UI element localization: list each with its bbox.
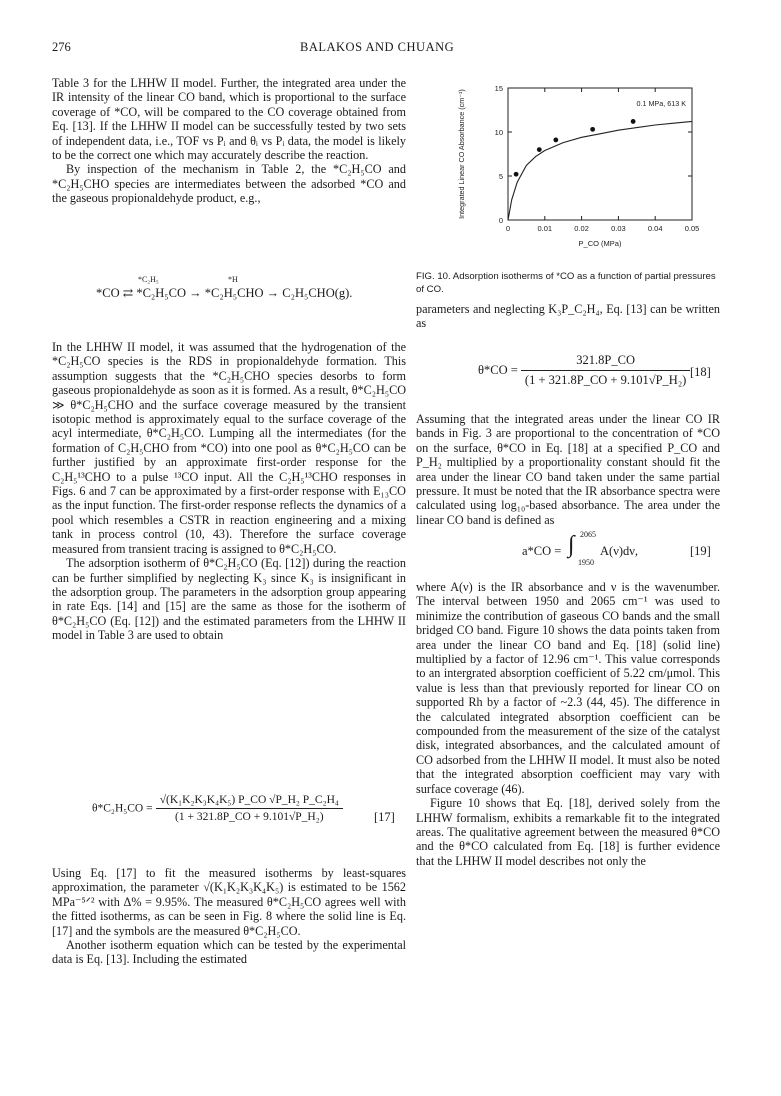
equation-number: [19] bbox=[690, 544, 711, 558]
chart-annotation: 0.1 MPa, 613 K bbox=[636, 99, 686, 108]
paragraph: Another isotherm equation which can be tested by the experimental data is Eq. [13]. Including the estimated bbox=[52, 938, 406, 967]
paragraph: Assuming that the integrated areas under the linear CO IR bands in Fig. 3 are proportional to the concentration of *CO on the surface, θ*CO in Eq. [18] at a specified P_CO and P_H₂ multiplied by a proportionality constant should fit the area under the linear CO band taken under the same partial pressure. It must be noted that the IR absorbance spectra were calculated using log₁₀-based absorbance. The area under the linear CO band is defined as bbox=[416, 412, 720, 527]
data-point bbox=[537, 147, 542, 152]
y-tick-label: 5 bbox=[498, 172, 503, 181]
figure-caption: FIG. 10. Adsorption isotherms of *CO as a function of partial pressures of CO. bbox=[416, 271, 716, 295]
paragraph: The adsorption isotherm of θ*C₂H₅CO (Eq. [12]) during the reaction can be further simplified by neglecting K₃ since K₃ is insignificant in the adsorption group. The parameters in the adsorption group appearing in rate Eqs. [14] and [15] are the same as those for the isotherm of θ*C₂H₅CO (Eq. [12]) and the estimated parameters from the LHHW II model in Table 3 are used to obtain bbox=[52, 556, 406, 643]
equation-fraction bbox=[521, 353, 690, 388]
data-point bbox=[553, 138, 558, 143]
x-tick-label: 0 bbox=[505, 224, 511, 233]
data-point bbox=[590, 127, 595, 132]
reaction-scheme bbox=[96, 275, 396, 301]
data-point bbox=[631, 119, 636, 124]
integral-lower-limit: 1950 bbox=[578, 558, 594, 567]
adsorption-isotherm-chart bbox=[440, 78, 722, 258]
y-axis-label: Integrated Linear CO Absorbance (cm⁻¹) bbox=[457, 89, 466, 219]
paragraph: By inspection of the mechanism in Table 2, the *C₂H₅CO and *C₂H₅CHO species are intermediates between the adsorbed *CO and the gaseous propionaldehyde product, e.g., bbox=[52, 162, 406, 206]
integral-upper-limit: 2065 bbox=[580, 530, 596, 539]
equation-numerator: √(K₁K₂K₃K₄K₅) P_CO √P_H₂ P_C₂H₄ bbox=[159, 794, 339, 806]
equation-17 bbox=[92, 794, 402, 823]
equation-fraction bbox=[156, 794, 343, 823]
equation-19 bbox=[522, 532, 682, 568]
equation-lhs: θ*CO = bbox=[478, 363, 518, 377]
paragraph: Table 3 for the LHHW II model. Further, the integrated area under the IR intensity of the linear CO band, which is proportional to the surface coverage of *CO, will be compared to the CO coverage obtained from Eq. [13]. If the LHHW II model can be successfully tested by two sets of independent data, i.e., TOF vs Pᵢ and θᵢ vs Pᵢ data, the model is likely to be the correct one which may accurately describe the reaction. bbox=[52, 76, 406, 163]
x-tick-label: 0.01 bbox=[537, 224, 553, 233]
equation-denominator: (1 + 321.8P_CO + 9.101√P_H₂) bbox=[156, 808, 343, 823]
x-tick-label: 0.04 bbox=[647, 224, 663, 233]
y-tick-label: 15 bbox=[494, 84, 503, 93]
equation-lhs: θ*C₂H₅CO = bbox=[92, 802, 153, 815]
equation-number: [18] bbox=[690, 365, 711, 379]
left-column-middle bbox=[52, 340, 406, 643]
running-title: BALAKOS AND CHUANG bbox=[300, 40, 455, 54]
paragraph: parameters and neglecting K₃P_C₂H₄, Eq. [13] can be written as bbox=[416, 302, 720, 331]
x-tick-label: 0.02 bbox=[574, 224, 589, 233]
paragraph: where A(ν) is the IR absorbance and ν is the wavenumber. The interval between 1950 and 2065 cm⁻¹ was used to minimize the contribution of gaseous CO bands and the small bridged CO band. Figure 10 shows the data points taken from area under the linear CO band and Eq. [18] (solid line) multiplied by a factor of 12.96 cm⁻¹. This value corresponds to an intergrated absorption coefficient of 5.22 cm/μmol. This value is less than that previously reported for linear CO on supported Rh by a factor of ~2.3 (44, 45). The difference in the calculated integrated absorption coefficient can be compounded from the measurement of the size of the catalyst disk, integrated absorbances, and the calculated amount of CO adsorbed from the LHHW II model. It must also be noted that the integrated absorption coefficient may vary with surface coverage (46). bbox=[416, 580, 720, 796]
integral-body: A(ν)dν, bbox=[600, 544, 639, 558]
paragraph: In the LHHW II model, it was assumed that the hydrogenation of the *C₂H₅CO species is the RDS in propionaldehyde formation. This assumption suggests that the *C₂H₅CHO species desorbs to form gaseous propionaldehyde as soon as it is formed. As a result, θ*C₂H₅CO ≫ θ*C₂H₅CHO and the surface coverage measured by the transient isotopic method is approximately equal to the surface coverage of the acyl intermediate, θ*C₂H₅CO. Lumping all the intermediates (for the formation of C₂H₅CHO from *CO) into one pool as θ*C₂H₅CO can be further justified by an approximate first-order response for the C₂H₅¹³CHO to a pulse ¹³CO input. All the C₂H₅¹³CHO responses in Figs. 6 and 7 can be approximated by a first-order response with E₁₃CO as the input function. The first-order response reflects the dynamics of a pool which resembles a CSTR in reaction engineering and a mixing tank in process control (10, 43). Therefore the surface coverage measured from transient tracing is assigned to θ*C₂H₅CO. bbox=[52, 340, 406, 556]
reaction-text: *CO ⇄ *C₂H₅CO → *C₂H₅CHO → C₂H₅CHO(g). bbox=[96, 286, 353, 300]
reaction-over-label: *H bbox=[228, 275, 238, 284]
left-column-top bbox=[52, 76, 406, 206]
isotherm-fit-line bbox=[508, 121, 692, 220]
right-column-bottom bbox=[416, 580, 720, 868]
page-number: 276 bbox=[52, 40, 71, 54]
reaction-over-label: *C₂H₅ bbox=[138, 275, 159, 284]
equation-18 bbox=[478, 353, 690, 388]
x-tick-label: 0.03 bbox=[611, 224, 626, 233]
integral-sign: ∫ bbox=[568, 532, 575, 558]
equation-denominator: (1 + 321.8P_CO + 9.101√P_H₂) bbox=[521, 370, 690, 388]
right-column-top bbox=[416, 302, 720, 331]
paragraph: Using Eq. [17] to fit the measured isotherms by least-squares approximation, the parameter √(K₁K₂K₃K₄K₅) is estimated to be 1562 MPa⁻⁵ᐟ² with Δ% = 9.95%. The measured θ*C₂H₅CO agrees well with the fitted isotherms, as can be seen in Fig. 8 where the solid line is Eq. [17] and the symbols are the measured θ*C₂H₅CO. bbox=[52, 866, 406, 938]
x-axis-label: P_CO (MPa) bbox=[578, 239, 622, 248]
equation-lhs: a*CO = bbox=[522, 544, 562, 558]
left-column-bottom bbox=[52, 866, 406, 967]
paragraph: Figure 10 shows that Eq. [18], derived solely from the LHHW formalism, exhibits a remarkable fit to the integrated areas. The qualitative agreement between the measured θ*CO and the θ*CO calculated from Eq. [18] is further evidence that the LHHW II model describes not only the bbox=[416, 796, 720, 868]
right-column-middle bbox=[416, 412, 720, 527]
x-tick-label: 0.05 bbox=[684, 224, 700, 233]
y-tick-label: 0 bbox=[498, 216, 503, 225]
y-tick-label: 10 bbox=[494, 128, 503, 137]
data-point bbox=[514, 172, 519, 177]
equation-number: [17] bbox=[374, 810, 395, 824]
equation-numerator: 321.8P_CO bbox=[576, 353, 635, 367]
